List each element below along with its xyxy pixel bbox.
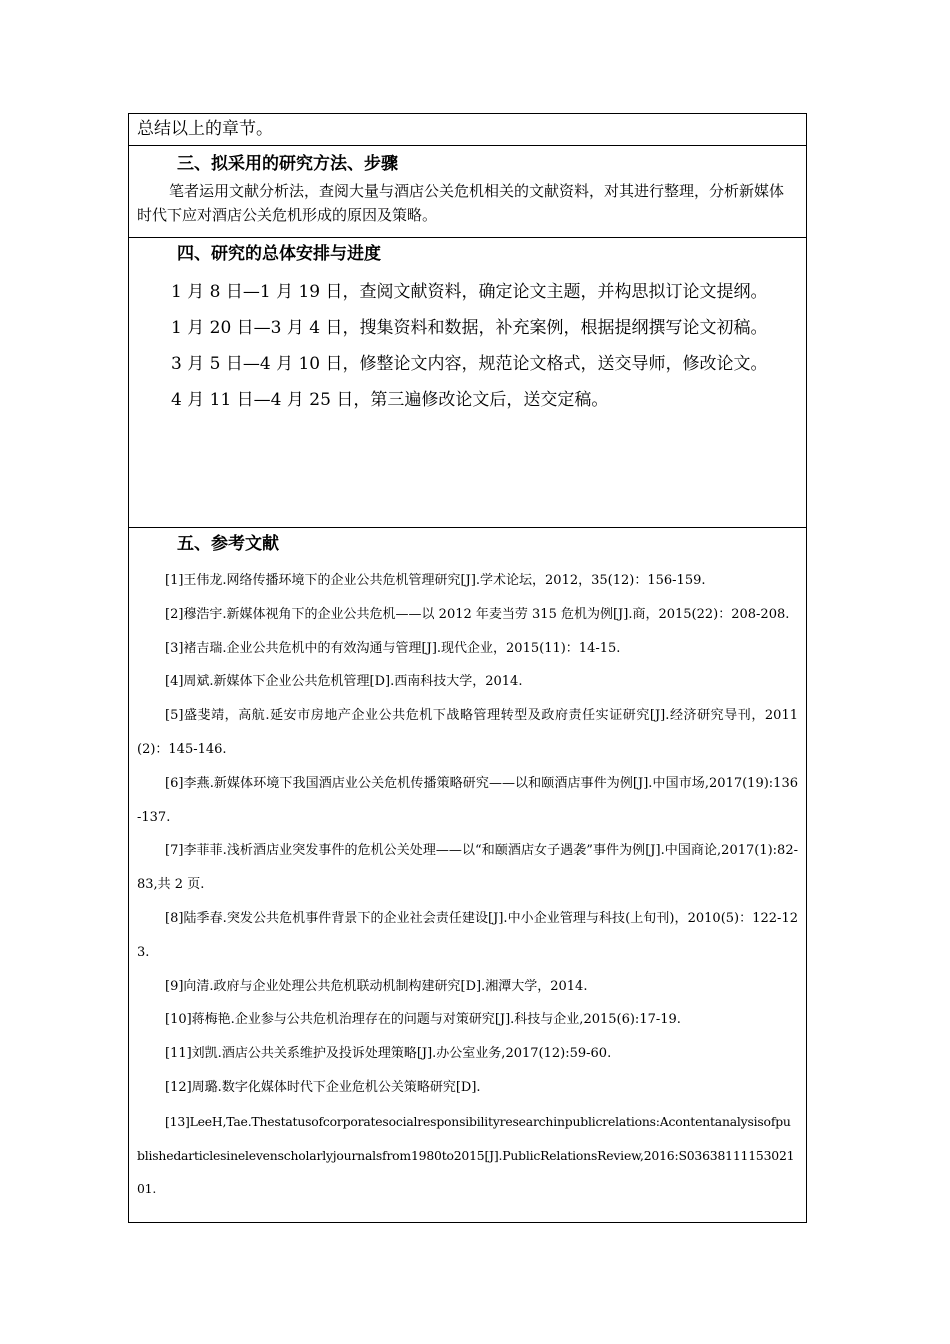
references-list: [137, 564, 798, 1206]
reference-item: [12]周璐.数字化媒体时代下企业危机公关策略研究[D].: [165, 1079, 481, 1095]
reference-item: [5]盛斐靖，高航.延安市房地产企业公共危机下战略管理转型及政府责任实证研究[J].经济研究导刊，2011(2)：145-146.: [137, 708, 798, 757]
research-method-body: 笔者运用文献分析法，查阅大量与酒店公关危机相关的文献资料，对其进行整理，分析新媒体时代下应对酒店公关危机形成的原因及策略。: [137, 182, 785, 224]
references-cell: [129, 527, 806, 1222]
reference-item: [11]刘凯.酒店公共关系维护及投诉处理策略[J].办公室业务,2017(12):59-60.: [165, 1046, 612, 1062]
schedule-item: 3 月 5 日—4 月 10 日，修整论文内容，规范论文格式，送交导师，修改论文。: [171, 354, 768, 374]
reference-item: [13]LeeH,Tae.Thestatusofcorporatesocialresponsibilityresearchinpublicrelations:Acontentanalysisofpublishedarticlesinelevenscholarlyjournalsfrom1980to2015[J].PublicRelationsReview,2016:S0363811115302101.: [137, 1113, 795, 1197]
reference-item: [1]王伟龙.网络传播环境下的企业公共危机管理研究[J].学术论坛，2012，35(12)：156-159.: [165, 573, 706, 588]
research-method-heading: 三、拟采用的研究方法、步骤: [177, 154, 398, 174]
intro-tail-text: 总结以上的章节。: [137, 119, 273, 139]
schedule-heading: 四、研究的总体安排与进度: [177, 244, 381, 264]
reference-item: [7]李菲菲.浅析酒店业突发事件的危机公关处理——以“和颐酒店女子遇袭”事件为例[J].中国商论,2017(1):82-83,共 2 页.: [137, 843, 798, 893]
research-method-cell: [129, 145, 806, 237]
intro-tail-cell: [129, 114, 806, 145]
schedule-cell: [129, 237, 806, 527]
reference-item: [4]周斌.新媒体下企业公共危机管理[D].西南科技大学，2014.: [165, 674, 523, 690]
references-heading: 五、参考文献: [177, 534, 279, 554]
schedule-item: 1 月 8 日—1 月 19 日，查阅文献资料，确定论文主题，并构思拟订论文提纲。: [171, 282, 768, 302]
reference-item: [6]李燕.新媒体环境下我国酒店业公关危机传播策略研究——以和颐酒店事件为例[J].中国市场,2017(19):136-137.: [137, 775, 798, 825]
reference-item: [2]穆浩宇.新媒体视角下的企业公共危机——以 2012 年麦当劳 315 危机为例[J].商，2015(22)：208-208.: [165, 606, 790, 622]
reference-item: [8]陆季春.突发公共危机事件背景下的企业社会责任建设[J].中小企业管理与科技(上旬刊)，2010(5)：122-123.: [137, 910, 798, 960]
schedule-item: 4 月 11 日—4 月 25 日，第三遍修改论文后，送交定稿。: [171, 390, 609, 410]
proposal-table: [128, 113, 807, 1223]
reference-item: [9]向清.政府与企业处理公共危机联动机制构建研究[D].湘潭大学，2014.: [165, 978, 588, 994]
schedule-list: [137, 274, 798, 418]
schedule-item: 1 月 20 日—3 月 4 日，搜集资料和数据，补充案例，根据提纲撰写论文初稿。: [171, 318, 768, 338]
reference-item: [3]褚吉瑞.企业公共危机中的有效沟通与管理[J].现代企业，2015(11)：14-15.: [165, 640, 621, 656]
reference-item: [10]蒋梅艳.企业参与公共危机治理存在的问题与对策研究[J].科技与企业,2015(6):17-19.: [165, 1012, 681, 1028]
